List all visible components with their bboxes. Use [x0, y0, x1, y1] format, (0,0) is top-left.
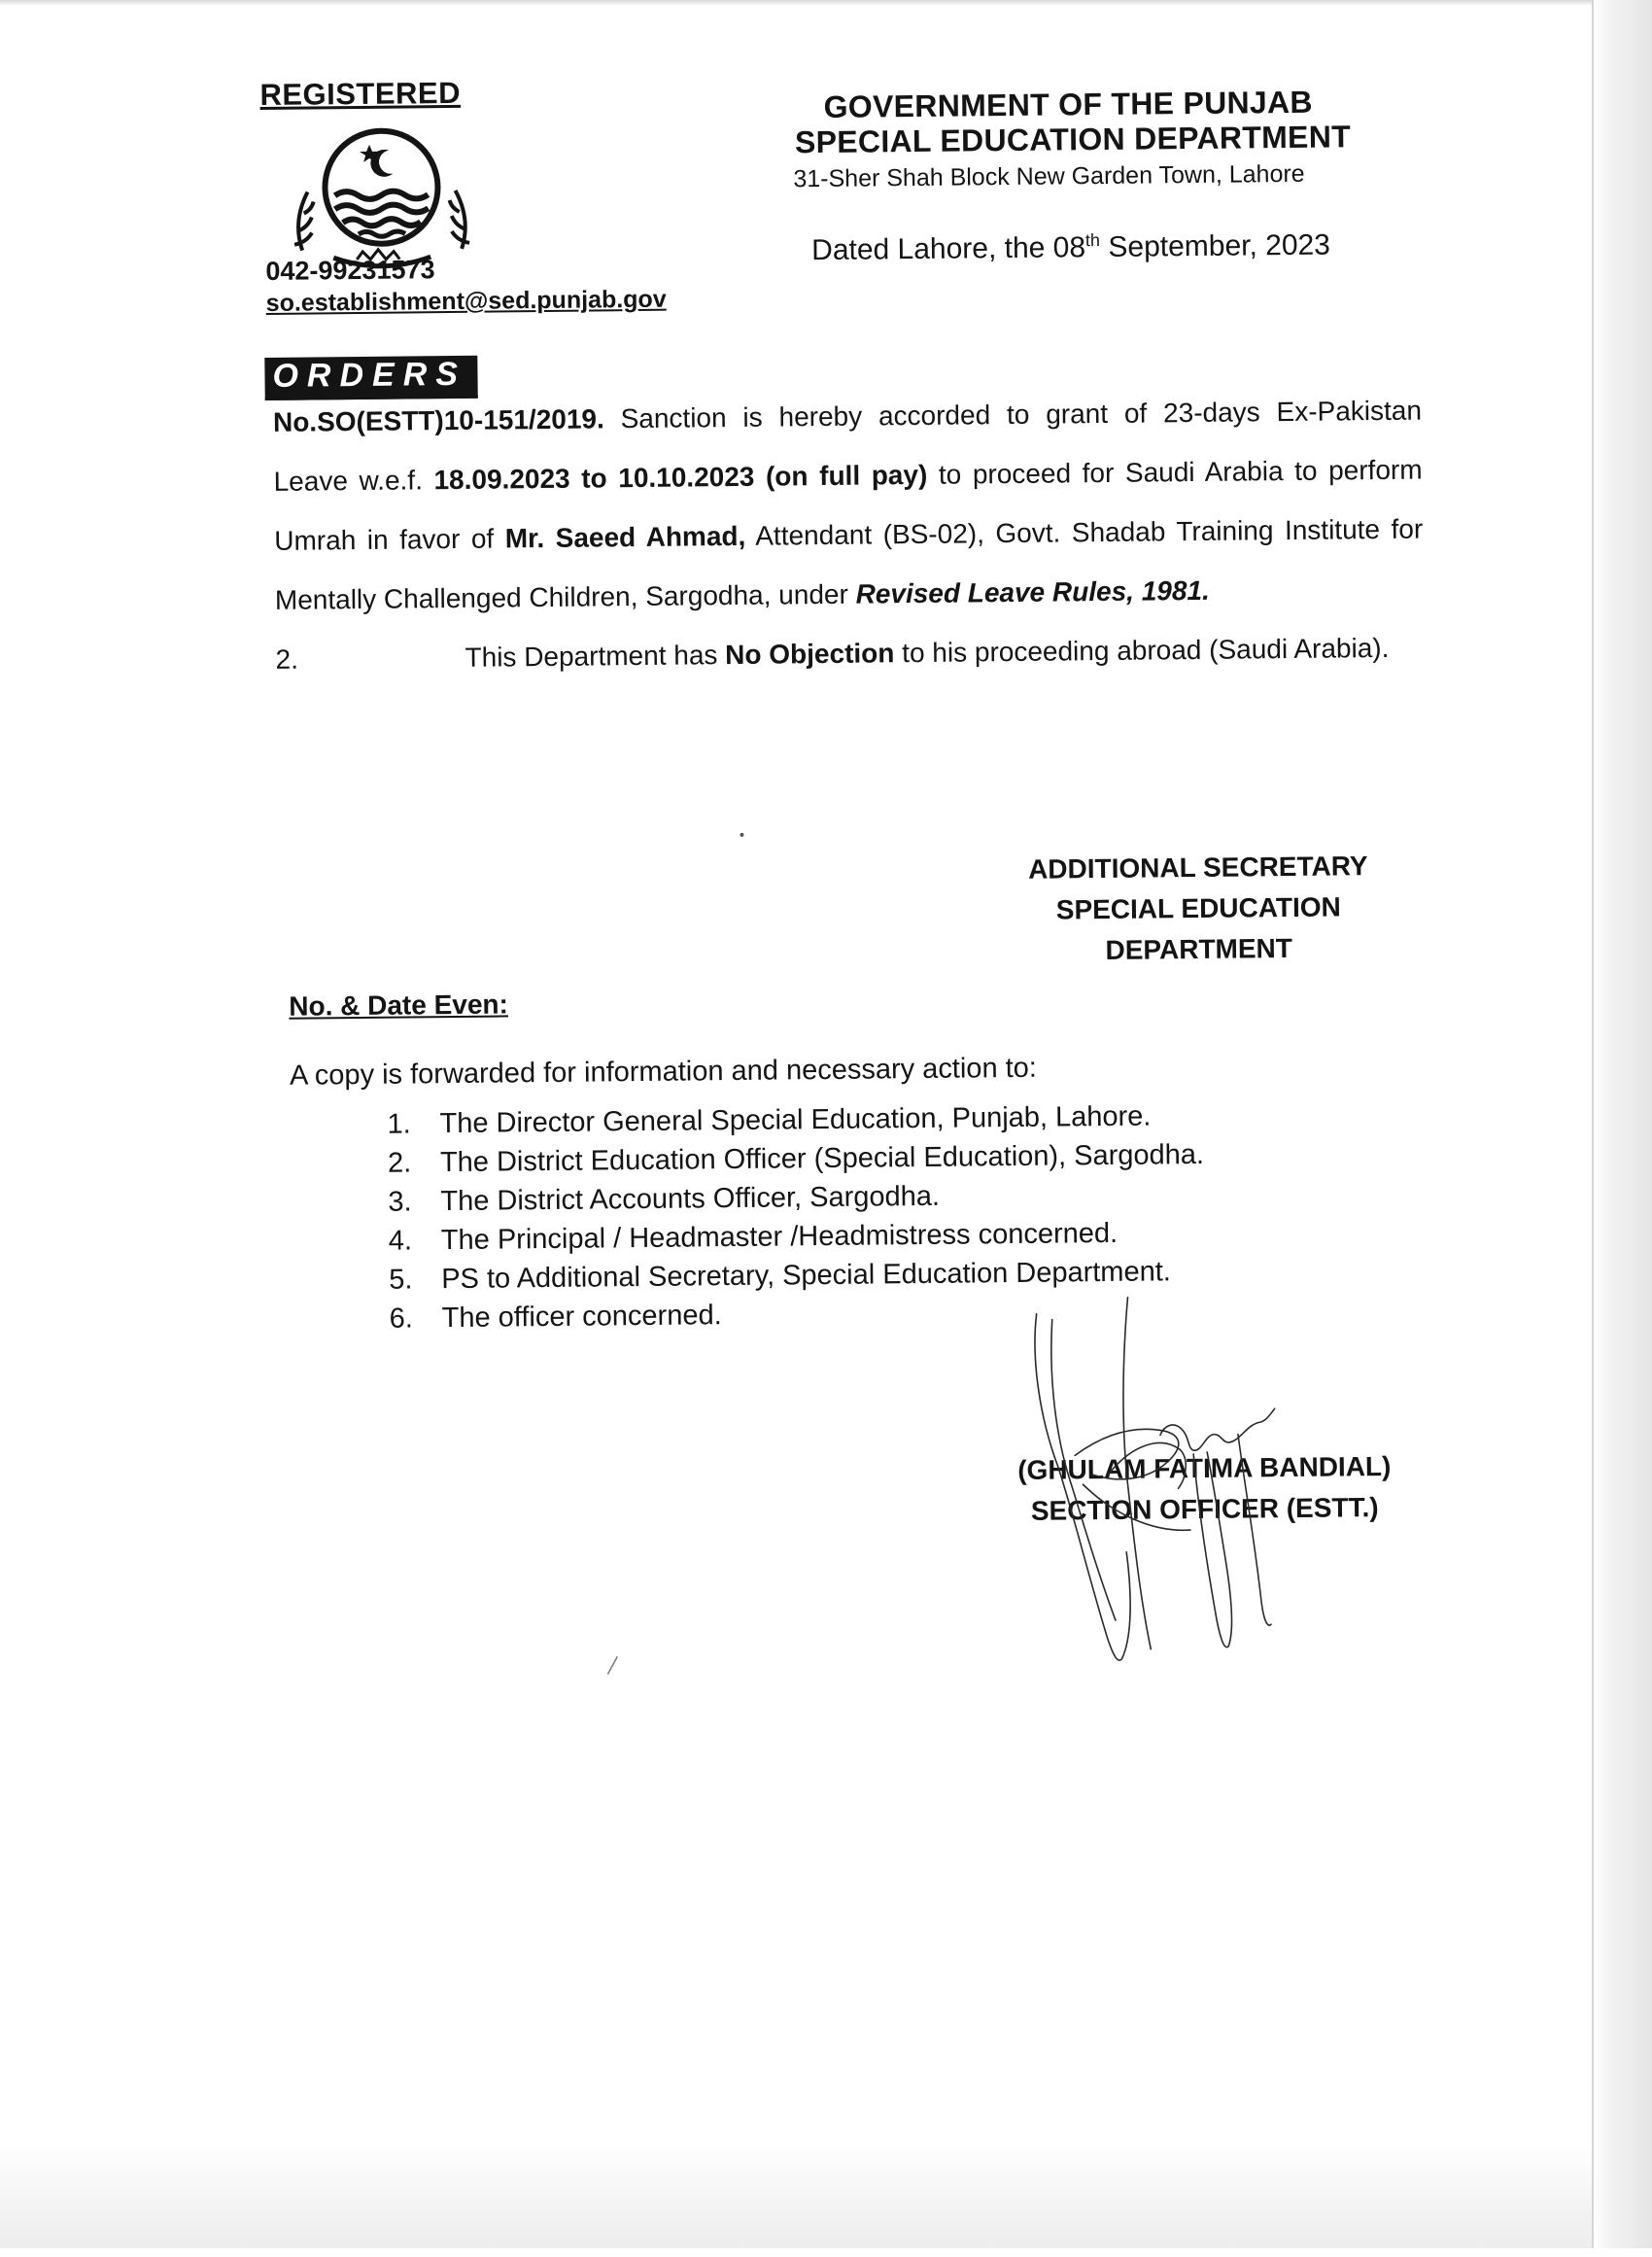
list-item-text: The Principal / Headmaster /Headmistress concerned. — [440, 1217, 1119, 1257]
no-objection-text: No Objection — [725, 638, 895, 671]
para2-text-1: This Department has — [465, 640, 726, 673]
signatory1-line1: ADDITIONAL SECRETARY — [1027, 851, 1368, 885]
scan-mark — [605, 1654, 619, 1676]
phone-number: 042-99231573 — [265, 255, 435, 286]
order-text-3: Attendant (BS-02), Govt. Shadab Training Institute for Mentally Challenged Children, Sargodha, under — [274, 513, 1424, 615]
list-item-number: 6. — [389, 1302, 414, 1335]
list-item-number: 2. — [387, 1147, 412, 1179]
order-text-2: to proceed for Saudi Arabia to perform Umrah in favor of — [274, 454, 1423, 556]
list-item-text: The Director General Special Education, Punjab, Lahore. — [439, 1100, 1152, 1140]
leave-period: 18.09.2023 to 10.10.2023 (on full pay) — [433, 459, 928, 496]
handwritten-signature-icon — [1013, 1288, 1327, 1670]
punjab-government-emblem-icon — [274, 122, 490, 275]
date-even-heading: No. & Date Even: — [289, 989, 509, 1022]
email-address[interactable]: so.establishment@sed.punjab.gov — [265, 285, 667, 317]
registered-label: REGISTERED — [259, 75, 462, 113]
list-item-text: The District Accounts Officer, Sargodha. — [440, 1180, 941, 1218]
dated-ordinal: th — [1084, 230, 1101, 251]
government-heading: GOVERNMENT OF THE PUNJAB — [823, 84, 1314, 124]
dated-prefix: Dated Lahore, the 08 — [811, 231, 1086, 267]
list-item-number: 3. — [388, 1186, 412, 1218]
order-reference-number: No.SO(ESTT)10-151/2019. — [272, 403, 604, 437]
order-text-1: Sanction is hereby accorded to grant of 23-days Ex-Pakistan Leave w.e.f. — [273, 395, 1423, 497]
list-item-text: The District Education Officer (Special Education), Sargodha. — [439, 1138, 1205, 1179]
para2-text-2: to his proceeding abroad (Saudi Arabia). — [894, 632, 1390, 669]
additional-secretary-block — [970, 846, 1428, 973]
list-item-number: 1. — [387, 1108, 411, 1140]
order-paragraph-1 — [273, 381, 1424, 630]
leave-rules: Revised Leave Rules, 1981. — [855, 574, 1210, 609]
employee-name: Mr. Saeed Ahmad, — [504, 520, 746, 554]
orders-label: ORDERS — [264, 356, 478, 400]
officer-name: (GHULAM FATIMA BANDIAL) — [1017, 1450, 1392, 1485]
paragraph-number: 2. — [275, 643, 299, 675]
department-heading: SPECIAL EDUCATION DEPARTMENT — [794, 119, 1352, 160]
department-address: 31-Sher Shah Block New Garden Town, Lahore — [793, 159, 1305, 193]
dated-suffix: September, 2023 — [1099, 228, 1331, 263]
dated-line — [811, 228, 1330, 268]
list-item-text: PS to Additional Secretary, Special Education Department. — [441, 1256, 1172, 1296]
order-paragraph-2 — [275, 618, 1425, 689]
officer-title: SECTION OFFICER (ESTT.) — [1030, 1492, 1379, 1526]
copy-forward-intro: A copy is forwarded for information and necessary action to: — [289, 1052, 1038, 1092]
list-item-number: 5. — [389, 1264, 413, 1296]
list-item-number: 4. — [388, 1225, 413, 1257]
signatory1-line3: DEPARTMENT — [1105, 932, 1293, 965]
signatory1-line2: SPECIAL EDUCATION — [1055, 891, 1341, 925]
order-body — [273, 381, 1425, 689]
scan-speck — [740, 833, 743, 837]
list-item-text: The officer concerned. — [441, 1300, 722, 1335]
